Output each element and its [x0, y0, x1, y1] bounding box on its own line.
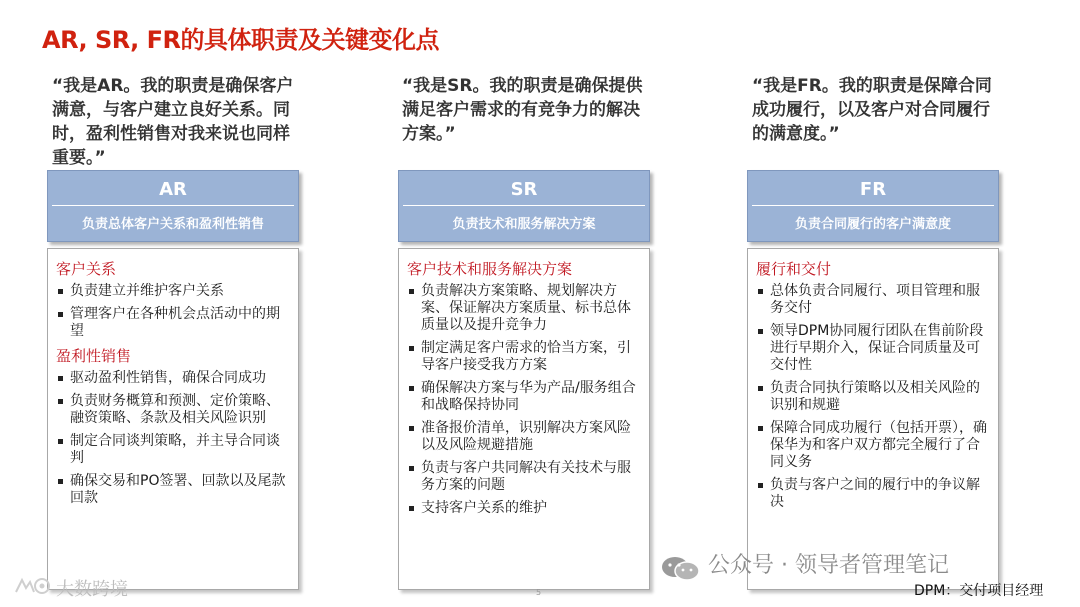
list-item: 支持客户关系的维护 [407, 500, 639, 517]
list-item: 领导DPM协同履行团队在售前阶段进行早期介入，保证合同质量及可交付性 [756, 323, 988, 374]
sr-quote: “我是SR。我的职责是确保提供满足客户需求的有竞争力的解决方案。” [402, 76, 643, 144]
list-item: 负责与客户共同解决有关技术与服务方案的问题 [407, 460, 639, 494]
list-item: 驱动盈利性销售，确保合同成功 [56, 370, 288, 387]
ar-description: 负责总体客户关系和盈利性销售 [81, 217, 264, 232]
list-item: 保障合同成功履行（包括开票），确保华为和客户双方都完全履行了合同义务 [756, 420, 988, 471]
list-item: 负责建立并维护客户关系 [56, 283, 288, 300]
list-item: 负责与客户之间的履行中的争议解决 [756, 477, 988, 511]
logo-text: 大数跨境 [56, 579, 128, 600]
list-item: 制定合同谈判策略，并主导合同谈判 [56, 433, 288, 467]
section-heading: 盈利性销售 [56, 347, 132, 365]
fr-description: 负责合同履行的客户满意度 [794, 217, 951, 232]
page-number: 5 [536, 588, 542, 597]
sr-responsibilities-panel [398, 248, 650, 590]
logo-icon [12, 574, 54, 598]
list-item: 制定满足客户需求的恰当方案，引导客户接受我方方案 [407, 340, 639, 374]
list-item: 负责财务概算和预测、定价策略、融资策略、条款及相关风险识别 [56, 393, 288, 427]
page-title: AR, SR, FR的具体职责及关键变化点 [42, 26, 440, 54]
list-item: 负责解决方案策略、规划解决方案、保证解决方案质量、标书总体质量以及提升竞争力 [407, 283, 639, 334]
list-item: 确保交易和PO签署、回款以及尾款回款 [56, 473, 288, 507]
list-item: 准备报价清单，识别解决方案风险以及风险规避措施 [407, 420, 639, 454]
ar-code: AR [159, 179, 187, 200]
ar-responsibilities-panel [47, 248, 299, 590]
list-item: 管理客户在各种机会点活动中的期望 [56, 306, 288, 340]
ar-quote: “我是AR。我的职责是确保客户满意，与客户建立良好关系。同时，盈利性销售对我来说也同样重要。” [52, 76, 294, 168]
wechat-icon [660, 556, 702, 582]
list-item: 确保解决方案与华为产品/服务组合和战略保持协同 [407, 380, 639, 414]
ar-header-divider [52, 205, 294, 206]
sr-description: 负责技术和服务解决方案 [452, 217, 596, 232]
section-heading: 履行和交付 [756, 260, 832, 278]
sr-header-divider [403, 205, 645, 206]
fr-code: FR [859, 179, 887, 200]
section-heading: 客户关系 [56, 260, 117, 278]
watermark-text: 公众号 · 领导者管理笔记 [708, 553, 949, 578]
list-item: 总体负责合同履行、项目管理和服务交付 [756, 283, 988, 317]
fr-header-divider [752, 205, 994, 206]
list-item: 负责合同执行策略以及相关风险的识别和规避 [756, 380, 988, 414]
fr-header-box [747, 170, 999, 242]
ar-header-box [47, 170, 299, 242]
sr-header-box [398, 170, 650, 242]
footnote: DPM：交付项目经理 [914, 583, 1044, 599]
fr-quote: “我是FR。我的职责是保障合同成功履行，以及客户对合同履行的满意度。” [752, 76, 992, 144]
section-heading: 客户技术和服务解决方案 [407, 260, 573, 278]
fr-responsibilities-panel [747, 248, 999, 590]
sr-code: SR [510, 179, 538, 200]
